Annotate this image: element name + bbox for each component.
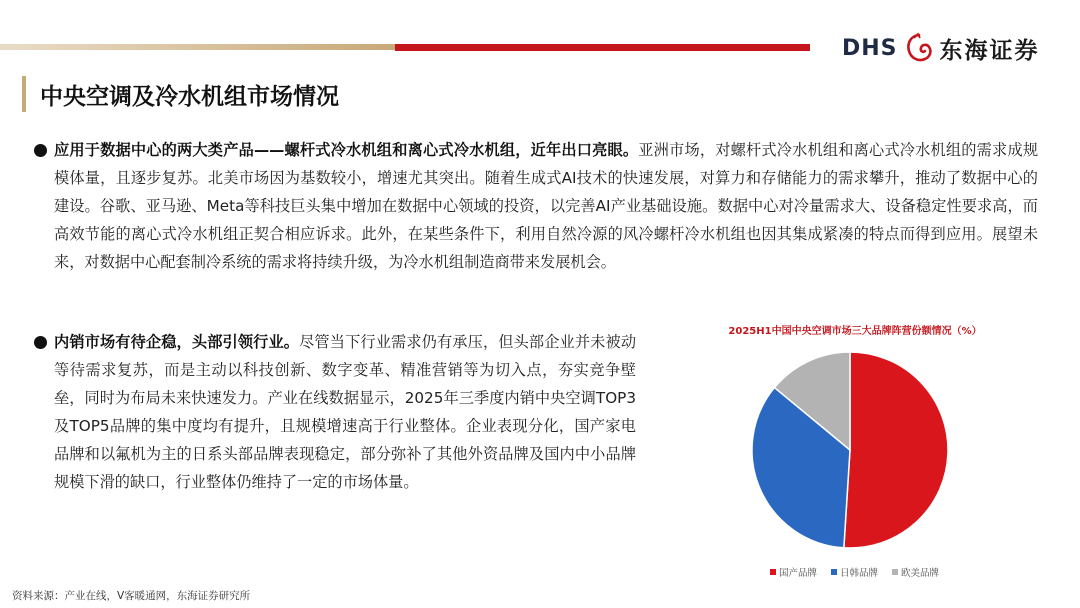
paragraph-domestic-lead: 内销市场有待企稳，头部引领行业。 [54,333,300,351]
bullet-dot [34,144,47,157]
chart-title: 2025H1中国中央空调市场三大品牌阵营份额情况（%） [728,326,982,337]
chart-legend [770,565,939,579]
legend-item-euro-us [892,565,939,579]
logo-latin-text: DHS [842,35,898,61]
legend-label: 欧美品牌 [901,568,940,579]
paragraph-export [54,136,1038,276]
page-title: 中央空调及冷水机组市场情况 [40,83,339,110]
header-red-bar [395,44,810,51]
legend-swatch [892,569,898,575]
source-note: 资料来源：产业在线，V客暖通网，东海证券研究所 [12,590,251,602]
pie-chart [745,345,955,555]
legend-item-japan-korea [831,565,878,579]
bullet-dot [34,336,47,349]
paragraph-domestic-body: 尽管当下行业需求仍有承压，但头部企业并未被动等待需求复苏，而是主动以科技创新、数字变革、精准营销等为切入点，夯实竞争壁垒，同时为布局未来快速发力。产业在线数据显示，2025年三季度内销中央空调TOP3及TOP5品牌的集中度均有提升，且规模增速高于行业整体。企业表现分化，国产家电品牌和以氟机为主的日系头部品牌表现稳定，部分弥补了其他外资品牌及国内中小品牌规模下滑的缺口，行业整体仍维持了一定的市场体量。 [54,333,637,491]
paragraph-export-lead: 应用于数据中心的两大类产品——螺杆式冷水机组和离心式冷水机组，近年出口亮眼。 [54,141,639,159]
pie-slice-domestic [844,352,948,548]
logo-chinese-text: 东海证券 [939,36,1040,64]
legend-label: 国产品牌 [779,568,818,579]
legend-item-domestic [770,565,817,579]
legend-swatch [770,569,776,575]
legend-label: 日韩品牌 [840,568,879,579]
paragraph-export-body: 亚洲市场，对螺杆式冷水机组和离心式冷水机组的需求成规模体量，且逐步复苏。北美市场因为基数较小，增速尤其突出。随着生成式AI技术的快速发展，对算力和存储能力的需求攀升，推动了数据中心的建设。谷歌、亚马逊、Meta等科技巨头集中增加在数据中心领域的投资，以完善AI产业基础设施。数据中心对冷量需求大、设备稳定性要求高，而高效节能的离心式冷水机组正契合相应诉求。此外，在某些条件下，利用自然冷源的风冷螺杆冷水机组也因其集成紧凑的特点而得到应用。展望未来，对数据中心配套制冷系统的需求将持续升级，为冷水机组制造商带来发展机会。 [54,141,1039,271]
dragon-emblem-icon [904,32,934,64]
title-accent-bar [22,76,26,112]
legend-swatch [831,569,837,575]
header-gold-bar [0,44,395,50]
paragraph-domestic [54,328,636,496]
company-logo [842,28,1040,68]
